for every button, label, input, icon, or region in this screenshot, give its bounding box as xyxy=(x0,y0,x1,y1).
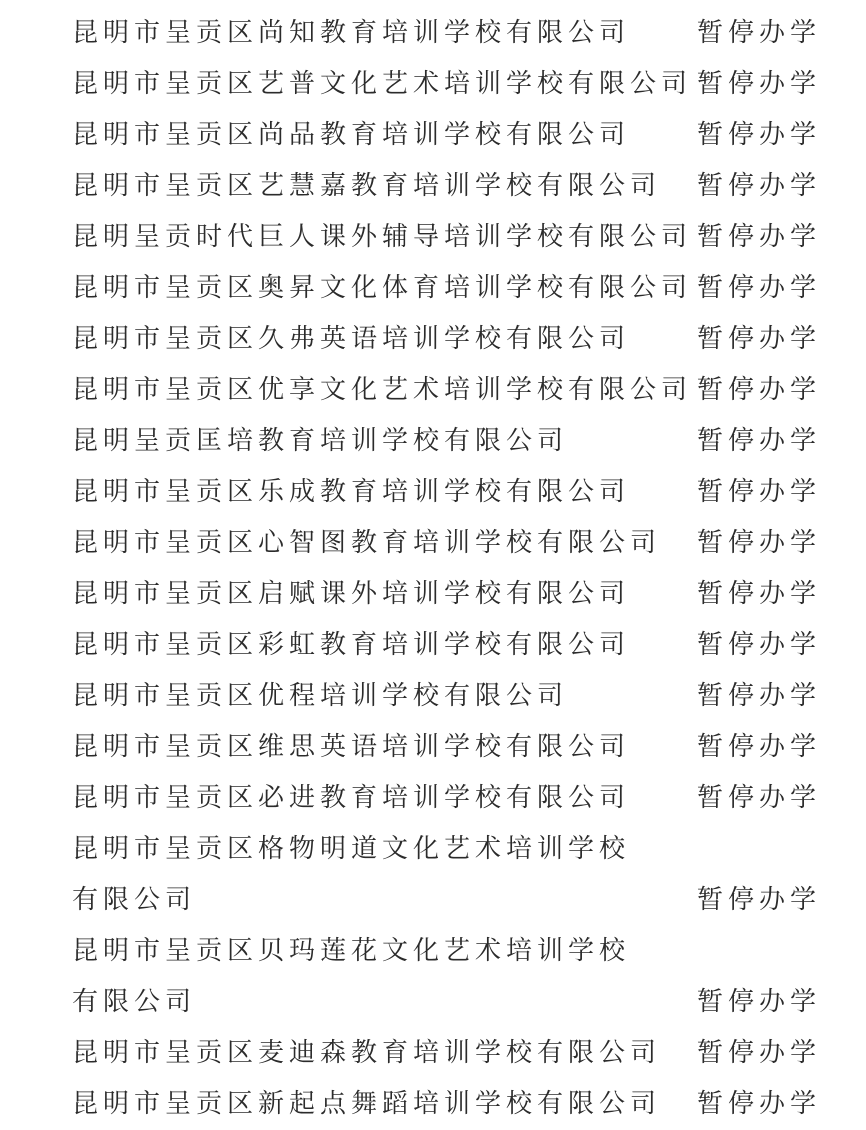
list-line xyxy=(0,1028,866,1079)
school-name: 昆明呈贡匡培教育培训学校有限公司 xyxy=(72,426,569,456)
list-line xyxy=(0,926,866,977)
school-name: 昆明市呈贡区乐成教育培训学校有限公司 xyxy=(72,477,631,507)
school-name: 昆明市呈贡区艺普文化艺术培训学校有限公司 xyxy=(72,69,693,99)
list-line xyxy=(0,824,866,875)
status-text: 暂停办学 xyxy=(697,222,822,252)
status-text: 暂停办学 xyxy=(697,477,822,507)
school-name: 昆明市呈贡区必进教育培训学校有限公司 xyxy=(72,783,631,813)
school-name: 昆明市呈贡区优程培训学校有限公司 xyxy=(72,681,569,711)
list-line xyxy=(0,722,866,773)
school-name: 昆明市呈贡区格物明道文化艺术培训学校 xyxy=(72,834,631,864)
list-line xyxy=(0,110,866,161)
status-text: 暂停办学 xyxy=(697,528,822,558)
status-text: 暂停办学 xyxy=(697,732,822,762)
status-text: 暂停办学 xyxy=(697,375,822,405)
school-name: 有限公司 xyxy=(72,987,197,1017)
status-text: 暂停办学 xyxy=(697,579,822,609)
list-line xyxy=(0,977,866,1028)
school-name: 昆明呈贡时代巨人课外辅导培训学校有限公司 xyxy=(72,222,693,252)
status-text: 暂停办学 xyxy=(697,324,822,354)
status-text: 暂停办学 xyxy=(697,1038,822,1068)
list-line xyxy=(0,416,866,467)
list-line xyxy=(0,212,866,263)
school-name: 昆明市呈贡区彩虹教育培训学校有限公司 xyxy=(72,630,631,660)
list-line xyxy=(0,467,866,518)
status-text: 暂停办学 xyxy=(697,681,822,711)
school-name: 昆明市呈贡区艺慧嘉教育培训学校有限公司 xyxy=(72,171,662,201)
status-text: 暂停办学 xyxy=(697,171,822,201)
status-text: 暂停办学 xyxy=(697,426,822,456)
school-name: 昆明市呈贡区奥昇文化体育培训学校有限公司 xyxy=(72,273,693,303)
status-text: 暂停办学 xyxy=(697,783,822,813)
list-line xyxy=(0,263,866,314)
school-name: 昆明市呈贡区心智图教育培训学校有限公司 xyxy=(72,528,662,558)
list-line xyxy=(0,161,866,212)
school-name: 有限公司 xyxy=(72,885,197,915)
status-text: 暂停办学 xyxy=(697,120,822,150)
school-name: 昆明市呈贡区麦迪森教育培训学校有限公司 xyxy=(72,1038,662,1068)
list-line xyxy=(0,59,866,110)
school-name: 昆明市呈贡区贝玛莲花文化艺术培训学校 xyxy=(72,936,631,966)
list-line xyxy=(0,365,866,416)
school-name: 昆明市呈贡区新起点舞蹈培训学校有限公司 xyxy=(72,1089,662,1119)
school-name: 昆明市呈贡区久弗英语培训学校有限公司 xyxy=(72,324,631,354)
status-text: 暂停办学 xyxy=(697,630,822,660)
status-text: 暂停办学 xyxy=(697,885,822,915)
status-text: 暂停办学 xyxy=(697,1089,822,1119)
list-line xyxy=(0,671,866,722)
school-name: 昆明市呈贡区优享文化艺术培训学校有限公司 xyxy=(72,375,693,405)
list-line xyxy=(0,620,866,671)
status-text: 暂停办学 xyxy=(697,987,822,1017)
list-line xyxy=(0,1079,866,1130)
status-text: 暂停办学 xyxy=(697,69,822,99)
school-name: 昆明市呈贡区尚知教育培训学校有限公司 xyxy=(72,18,631,48)
list-line xyxy=(0,773,866,824)
list-line xyxy=(0,8,866,59)
school-name: 昆明市呈贡区启赋课外培训学校有限公司 xyxy=(72,579,631,609)
school-name: 昆明市呈贡区维思英语培训学校有限公司 xyxy=(72,732,631,762)
list-line xyxy=(0,875,866,926)
school-name: 昆明市呈贡区尚品教育培训学校有限公司 xyxy=(72,120,631,150)
list-line xyxy=(0,314,866,365)
status-text: 暂停办学 xyxy=(697,273,822,303)
school-list xyxy=(0,8,866,1130)
list-line xyxy=(0,518,866,569)
list-line xyxy=(0,569,866,620)
status-text: 暂停办学 xyxy=(697,18,822,48)
